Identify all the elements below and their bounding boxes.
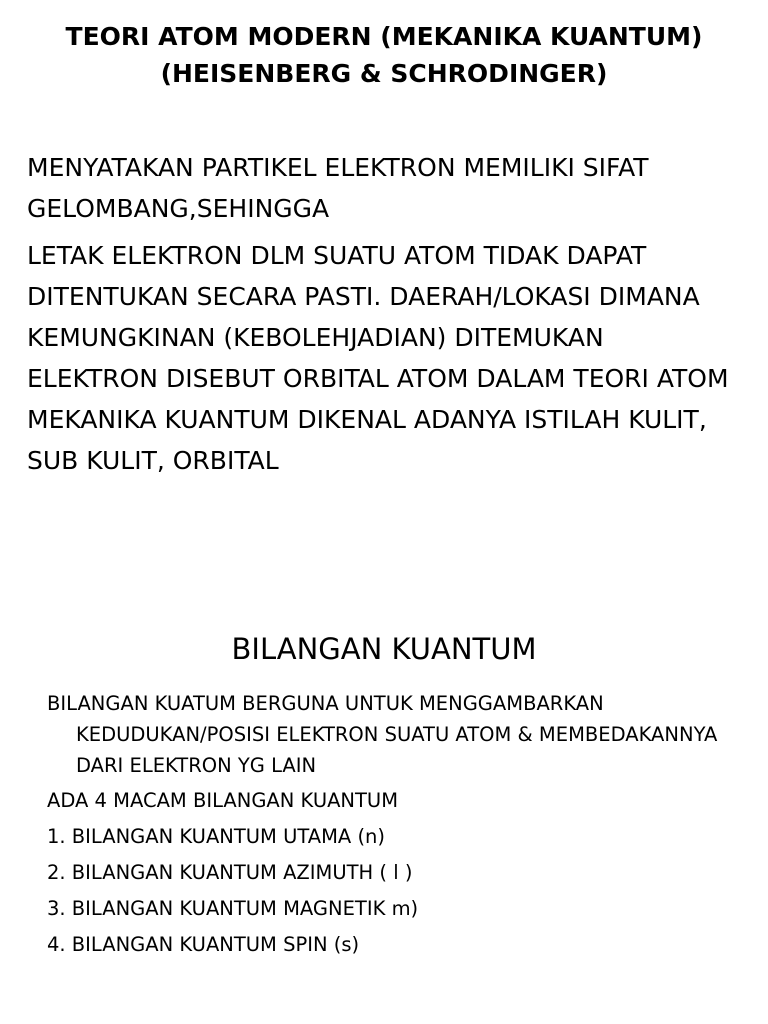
- slide-2-title: BILANGAN KUANTUM: [231, 632, 537, 666]
- slide-1-paragraph-1: MENYATAKAN PARTIKEL ELEKTRON MEMILIKI SIFAT GELOMBANG,SEHINGGA: [27, 153, 657, 223]
- list-item-azimuth: 2. BILANGAN KUANTUM AZIMUTH ( l ): [47, 861, 413, 884]
- slide-2-count-line: ADA 4 MACAM BILANGAN KUANTUM: [47, 789, 399, 812]
- list-item-spin: 4. BILANGAN KUANTUM SPIN (s): [47, 933, 360, 956]
- list-item-utama: 1. BILANGAN KUANTUM UTAMA (n): [47, 825, 386, 848]
- slide-1-title: [0, 18, 768, 92]
- slide-bilangan-kuantum: [0, 600, 768, 1024]
- slide-1-paragraph-2: LETAK ELEKTRON DLM SUATU ATOM TIDAK DAPAT DITENTUKAN SECARA PASTI. DAERAH/LOKASI DIMANA KEMUNGKINAN (KEBOLEHJADIAN) DITEMUKAN ELEKTRON DISEBUT ORBITAL ATOM DALAM TEORI ATOM MEKANIKA KUANTUM DIKENAL ADANYA ISTILAH KULIT, SUB KULIT, ORBITAL: [27, 241, 737, 475]
- slide-2-intro: BILANGAN KUATUM BERGUNA UNTUK MENGGAMBARKAN KEDUDUKAN/POSISI ELEKTRON SUATU ATOM & MEMBEDAKANNYA DARI ELEKTRON YG LAIN: [47, 692, 718, 777]
- list-item-magnetik: 3. BILANGAN KUANTUM MAGNETIK m): [47, 897, 419, 920]
- slide-2-body: [47, 688, 737, 961]
- slide-1-body: [27, 147, 747, 487]
- slide-1-title-line-1: TEORI ATOM MODERN (MEKANIKA KUANTUM): [65, 22, 703, 51]
- slide-1-title-line-2: (HEISENBERG & SCHRODINGER): [160, 59, 608, 88]
